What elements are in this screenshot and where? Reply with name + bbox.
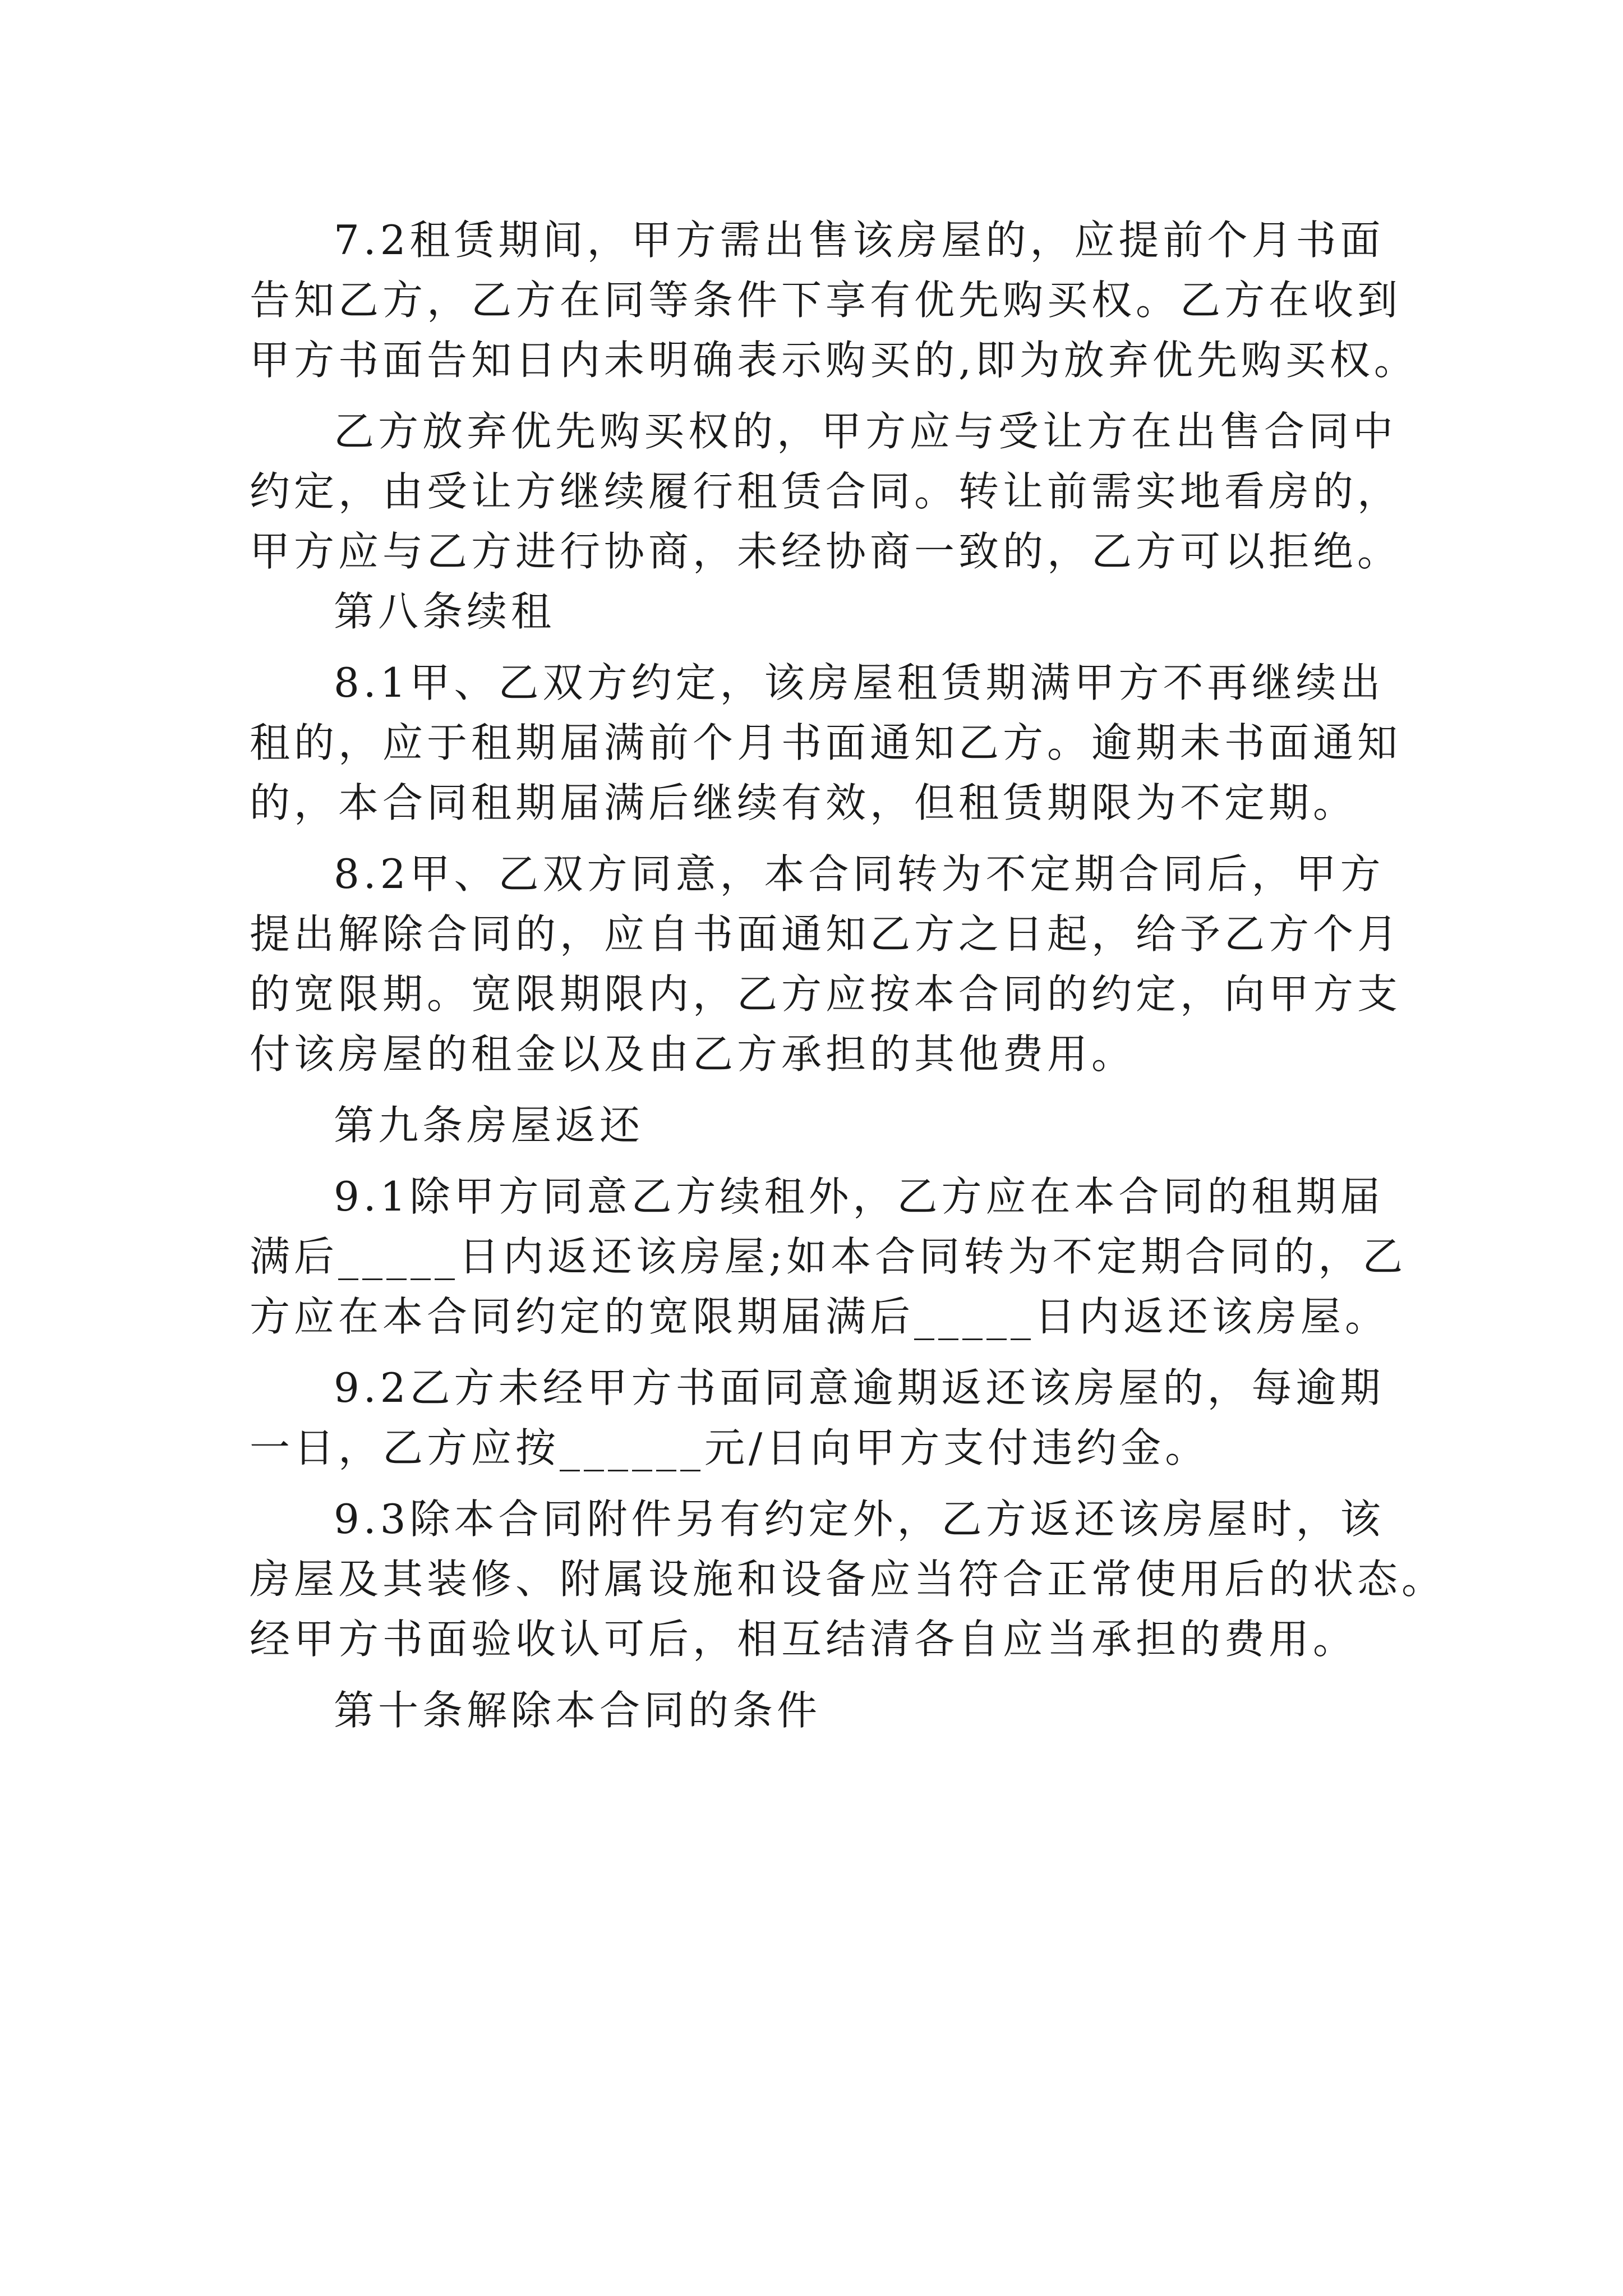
paragraph-line: 8.2甲、乙双方同意，本合同转为不定期合同后，甲方 [334,850,1385,898]
paragraph-line: 提出解除合同的，应自书面通知乙方之日起，给予乙方个月 [250,910,1402,958]
paragraph-line: 约定，由受让方继续履行租赁合同。转让前需实地看房的， [250,468,1402,515]
paragraph-line: 租的，应于租期届满前个月书面通知乙方。逾期未书面通知 [250,719,1402,766]
paragraph-line: 满后_____日内返还该房屋;如本合同转为不定期合同的，乙 [250,1233,1407,1280]
paragraph-line: 甲方应与乙方进行协商，未经协商一致的，乙方可以拒绝。 [250,528,1402,575]
paragraph-line: 7.2租赁期间，甲方需出售该房屋的，应提前个月书面 [334,217,1385,264]
paragraph-line: 付该房屋的租金以及由乙方承担的其他费用。 [250,1030,1136,1078]
paragraph-line: 乙方放弃优先购买权的，甲方应与受让方在出售合同中 [334,408,1398,455]
section-heading: 第十条解除本合同的条件 [334,1687,822,1734]
section-heading: 第九条房屋返还 [334,1102,644,1149]
paragraph-line: 的宽限期。宽限期限内，乙方应按本合同的约定，向甲方支 [250,970,1402,1018]
paragraph-line: 9.1除甲方同意乙方续租外，乙方应在本合同的租期届 [334,1173,1385,1220]
paragraph-line: 的，本合同租期届满后继续有效，但租赁期限为不定期。 [250,779,1358,826]
section-heading: 第八条续租 [334,588,556,635]
paragraph-line: 甲方书面告知日内未明确表示购买的,即为放弃优先购买权。 [250,337,1418,384]
paragraph-line: 9.3除本合同附件另有约定外，乙方返还该房屋时，该 [334,1496,1385,1543]
paragraph-line: 9.2乙方未经甲方书面同意逾期返还该房屋的，每逾期 [334,1364,1385,1411]
paragraph-line: 8.1甲、乙双方约定，该房屋租赁期满甲方不再继续出 [334,659,1385,706]
paragraph-line: 告知乙方，乙方在同等条件下享有优先购买权。乙方在收到 [250,277,1402,324]
paragraph-line: 方应在本合同约定的宽限期届满后_____日内返还该房屋。 [250,1293,1390,1340]
paragraph-line: 一日，乙方应按______元/日向甲方支付违约金。 [250,1424,1210,1471]
paragraph-line: 经甲方书面验收认可后，相互结清各自应当承担的费用。 [250,1616,1358,1663]
document-body [250,210,1446,1741]
paragraph-line: 房屋及其装修、附属设施和设备应当符合正常使用后的状态。 [250,1556,1446,1603]
